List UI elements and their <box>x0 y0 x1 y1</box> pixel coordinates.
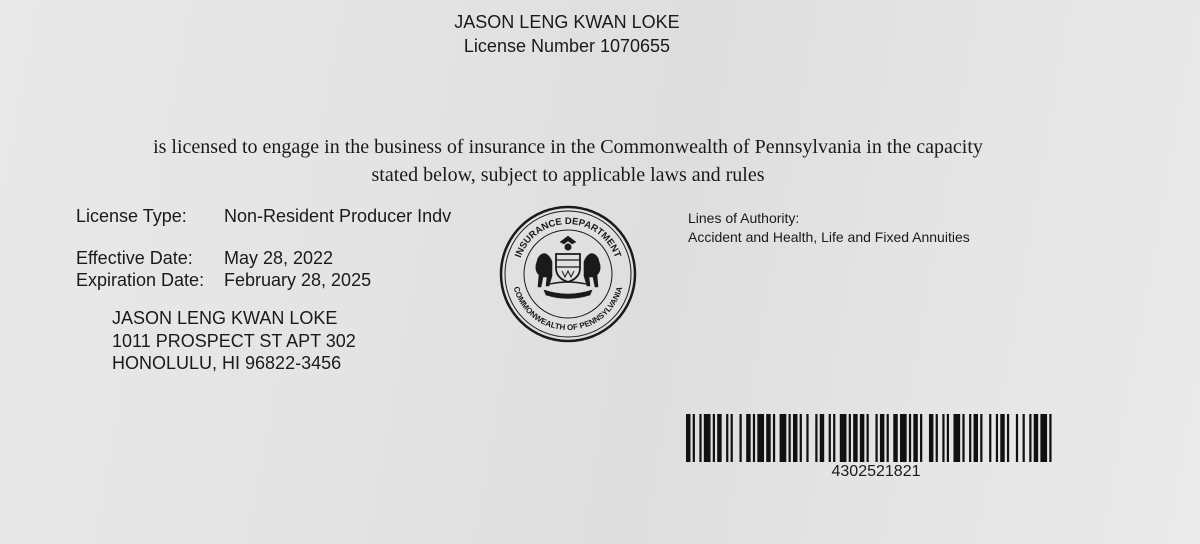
barcode-bar <box>829 414 831 462</box>
effective-date-value: May 28, 2022 <box>224 248 334 268</box>
license-number: License Number 1070655 <box>463 36 671 56</box>
barcode-bar <box>731 414 733 462</box>
barcode-bar <box>713 414 715 462</box>
barcode-bar <box>913 414 917 462</box>
barcode-bar <box>704 414 711 462</box>
barcode-bar <box>833 414 835 462</box>
barcode-bar <box>1023 414 1025 462</box>
barcode-number: 4302521821 <box>831 463 921 480</box>
license-type-value: Non-Resident Producer Indv <box>224 206 452 226</box>
barcode-bar <box>962 414 964 462</box>
address-city: HONOLULU, HI 96822-3456 <box>112 353 342 373</box>
barcode-bar <box>909 414 911 462</box>
address-name: JASON LENG KWAN LOKE <box>112 308 338 328</box>
barcode-bar <box>757 414 764 462</box>
barcode-bar <box>880 414 884 462</box>
barcode <box>686 414 1056 462</box>
barcode-bar <box>726 414 728 462</box>
effective-date-label: Effective Date: <box>76 248 193 268</box>
barcode-bar <box>793 414 797 462</box>
seal-bottom-text: COMMONWEALTH OF PENNSYLVANIA <box>511 285 625 333</box>
barcode-bar <box>996 414 998 462</box>
barcode-bar <box>893 414 897 462</box>
license-type-label: License Type: <box>76 206 187 226</box>
seal-top-text: INSURANCE DEPARTMENT <box>513 215 623 260</box>
barcode-bar <box>789 414 791 462</box>
barcode-bar <box>686 414 690 462</box>
barcode-bar <box>693 414 695 462</box>
expiration-date-label: Expiration Date: <box>76 270 205 290</box>
barcode-bar <box>766 414 770 462</box>
barcode-bar <box>1016 414 1018 462</box>
barcode-bar <box>867 414 869 462</box>
barcode-bar <box>840 414 847 462</box>
barcode-bar <box>1040 414 1047 462</box>
barcode-bar <box>989 414 991 462</box>
barcode-bar <box>717 414 721 462</box>
barcode-bar <box>1000 414 1004 462</box>
statement-line-1: is licensed to engage in the business of insurance in the Commonwealth of Pennsylvania in the capacity <box>153 136 983 158</box>
pennsylvania-coat-of-arms-icon <box>536 236 600 299</box>
barcode-bar <box>853 414 857 462</box>
barcode-bar <box>929 414 933 462</box>
barcode-bar <box>1049 414 1051 462</box>
barcode-bar <box>800 414 802 462</box>
barcode-bar <box>739 414 741 462</box>
barcode-bar <box>820 414 824 462</box>
barcode-bar <box>806 414 808 462</box>
barcode-bar <box>849 414 851 462</box>
barcode-bar <box>887 414 889 462</box>
barcode-bar <box>920 414 922 462</box>
barcode-bar <box>1034 414 1038 462</box>
expiration-date-value: February 28, 2025 <box>224 270 372 290</box>
authority-value: Accident and Health, Life and Fixed Annuities <box>688 229 970 245</box>
insurance-department-seal <box>498 204 638 344</box>
barcode-bar <box>773 414 775 462</box>
authority-label: Lines of Authority: <box>688 210 800 226</box>
barcode-bar <box>947 414 949 462</box>
barcode-bar <box>1029 414 1031 462</box>
barcode-bar <box>753 414 755 462</box>
barcode-bar <box>780 414 787 462</box>
barcode-bar <box>974 414 978 462</box>
barcode-bar <box>875 414 877 462</box>
barcode-bar <box>980 414 982 462</box>
barcode-bar <box>900 414 907 462</box>
barcode-bar <box>815 414 817 462</box>
barcode-bar <box>969 414 971 462</box>
barcode-bar <box>1007 414 1009 462</box>
barcode-bar <box>699 414 701 462</box>
licensee-name-header: JASON LENG KWAN LOKE <box>454 12 680 32</box>
barcode-bar <box>860 414 864 462</box>
barcode-bar <box>936 414 938 462</box>
statement-line-2: stated below, subject to applicable laws and rules <box>371 164 765 186</box>
barcode-bar <box>746 414 750 462</box>
barcode-bar <box>942 414 944 462</box>
barcode-bar <box>953 414 960 462</box>
address-street: 1011 PROSPECT ST APT 302 <box>112 331 356 351</box>
